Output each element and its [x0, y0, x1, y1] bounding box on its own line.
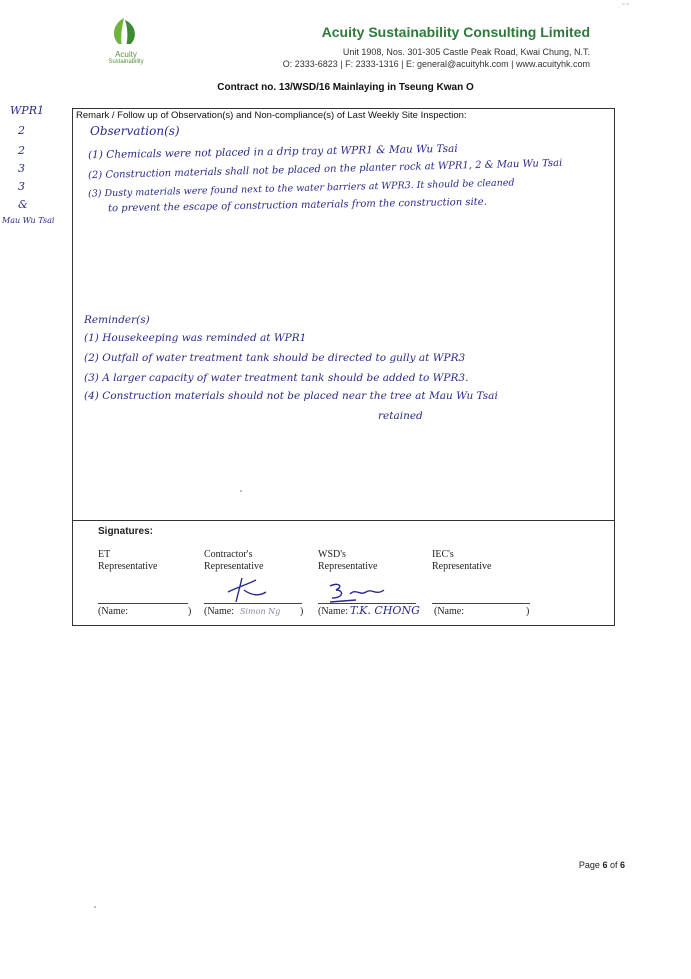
observation-item: (2) Construction materials shall not be placed on the planter rock at WPR1, 2 & Mau Wu Tsai: [87, 157, 563, 182]
side-note: 2: [18, 144, 25, 157]
reminder-item: (2) Outfall of water treatment tank should be directed to gully at WPR3: [84, 352, 466, 364]
corner-mark: · ˜ ˜: [618, 4, 629, 11]
name-label: (Name:: [98, 606, 128, 617]
signature-line: [98, 603, 188, 604]
side-note: &: [18, 198, 28, 211]
contract-title: Contract no. 13/WSD/16 Mainlaying in Tseung Kwan O: [217, 82, 474, 93]
signature-line: [204, 603, 302, 604]
section-divider: [72, 520, 615, 521]
name-label: (Name:: [434, 606, 464, 617]
signature-column-iec: [432, 549, 532, 573]
side-note: 3: [18, 180, 25, 193]
page-prefix: Page: [578, 860, 603, 870]
name-label: (Name:: [204, 606, 234, 617]
role-line: ET: [98, 549, 111, 560]
wsd-signature-icon: [326, 580, 396, 604]
side-note: Mau Wu Tsai: [2, 216, 55, 225]
signature-column-wsd: [318, 549, 418, 573]
signatures-title: Signatures:: [98, 526, 154, 537]
logo-text: Acuity: [115, 50, 137, 59]
name-label: (Name:: [318, 606, 348, 617]
logo-subtext: Sustainability: [108, 59, 144, 65]
company-name: Acuity Sustainability Consulting Limited: [321, 24, 590, 40]
role-line: WSD's: [318, 549, 346, 560]
signature-column-contractor: [204, 549, 304, 573]
observation-item: (1) Chemicals were not placed in a drip tray at WPR1 & Mau Wu Tsai: [87, 142, 458, 162]
signature-column-et: [98, 549, 198, 573]
observation-item: to prevent the escape of construction materials from the construction site.: [107, 196, 487, 215]
reminder-item: retained: [378, 410, 423, 422]
name-paren: ): [300, 606, 304, 617]
role-line: Representative: [318, 561, 378, 572]
role-line: IEC's: [432, 549, 454, 560]
page-number: [560, 860, 625, 870]
contractor-signature-icon: [222, 574, 272, 604]
side-note: WPR1: [10, 104, 44, 117]
role-line: Representative: [98, 561, 158, 572]
remark-heading: Remark / Follow up of Observation(s) and Non-compliance(s) of Last Weekly Site Inspection:: [76, 110, 467, 121]
observation-item: (3) Dusty materials were found next to the water barriers at WPR3. It should be cleaned: [87, 177, 515, 200]
page-total: 6: [619, 860, 625, 870]
name-value: Simon Ng: [240, 607, 281, 616]
page-current: 6: [602, 860, 608, 870]
name-value: T.K. CHONG: [350, 604, 420, 617]
name-paren: ): [526, 606, 530, 617]
reminder-item: (3) A larger capacity of water treatment tank should be added to WPR3.: [84, 372, 469, 384]
observations-title: Observation(s): [90, 124, 180, 138]
scan-speck: [94, 906, 96, 908]
reminders-title: Reminder(s): [84, 314, 150, 326]
reminder-item: (1) Housekeeping was reminded at WPR1: [84, 332, 307, 344]
role-line: Contractor's: [204, 549, 253, 560]
side-note: 2: [18, 124, 25, 137]
name-paren: ): [188, 606, 192, 617]
role-line: Representative: [432, 561, 492, 572]
company-address: [240, 46, 590, 70]
page-of: of: [607, 860, 620, 870]
reminder-item: (4) Construction materials should not be placed near the tree at Mau Wu Tsai: [84, 390, 498, 402]
contact-line: O: 2333-6823 | F: 2333-1316 | E: general@acuityhk.com | www.acuityhk.com: [282, 59, 590, 69]
signature-line: [432, 603, 530, 604]
address-line: Unit 1908, Nos. 301-305 Castle Peak Road, Kwai Chung, N.T.: [342, 47, 590, 57]
role-line: Representative: [204, 561, 264, 572]
scan-speck: [240, 490, 242, 492]
side-note: 3: [18, 162, 25, 175]
